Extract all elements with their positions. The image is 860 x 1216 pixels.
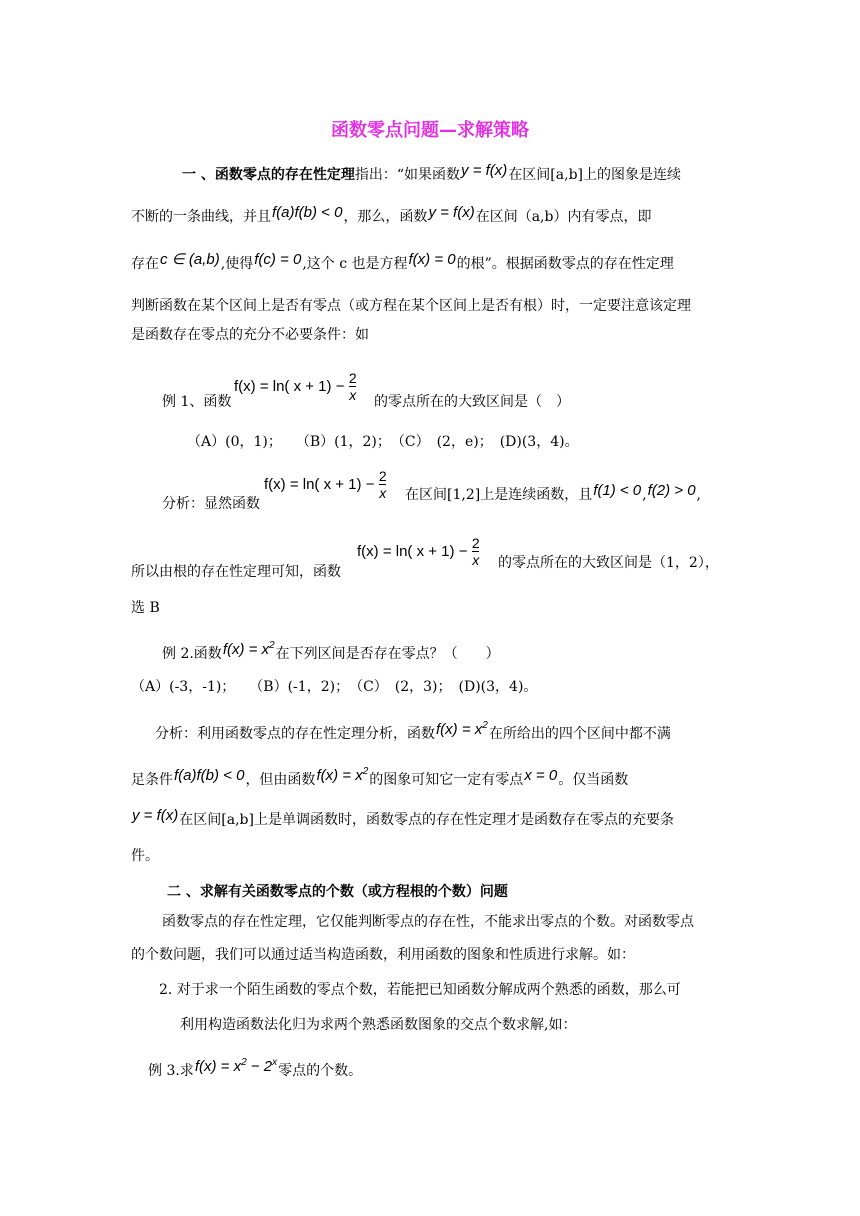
paragraph-line: 的个数问题，我们可以通过适当构造函数，利用函数的图象和性质进行求解。如： (131, 947, 635, 963)
math-formula: f(a)f(b) < 0 (174, 767, 245, 784)
paragraph-line: 在区间[1,2]上是连续函数，且f(1) < 0,f(2) > 0, (405, 482, 701, 503)
paragraph-line: 是函数存在零点的充分不必要条件：如 (131, 327, 369, 343)
paragraph-line: 一 、函数零点的存在性定理指出：“如果函数y = f(x)在区间[a,b]上的图象是连续 (182, 162, 681, 183)
example-2-options: （A）(-3，-1)； （B）(-1，2)； （C） (2，3)； (D)(3，4)。 (131, 679, 538, 695)
paragraph-line: 函数零点的存在性定理，它仅能判断零点的存在性，不能求出零点的个数。对函数零点 (162, 914, 694, 930)
example-1: 例 1、函数 (162, 394, 232, 410)
example-1-options: （A）(0，1)； （B）(1，2)； （C） (2，e)； (D)(3，4)。 (187, 434, 579, 450)
math-formula: y = f(x) (428, 204, 475, 221)
section-heading: 二 、求解有关函数零点的个数（或方程根的个数）问题 (167, 884, 508, 900)
paragraph-line: 件。 (131, 848, 159, 864)
paragraph-line: 选 B (131, 600, 160, 616)
paragraph-line: 2. 对于求一个陌生函数的零点个数，若能把已知函数分解成两个熟悉的函数，那么可 (159, 982, 681, 998)
math-formula: y = f(x) (461, 162, 508, 179)
paragraph-line: 判断函数在某个区间上是否有零点（或方程在某个区间上是否有根）时，一定要注意该定理 (131, 298, 691, 314)
math-formula: $f(x) = x^2$ (316, 766, 369, 784)
math-formula: y = f(x) (132, 807, 179, 824)
example-2: 例 2.函数$f(x) = x^2$在下列区间是否存在零点？（ ） (162, 640, 500, 662)
section-heading: 一 、函数零点的存在性定理 (182, 167, 355, 183)
example-3: 例 3.求$f(x) = x^2 - 2^x$零点的个数。 (148, 1057, 363, 1079)
math-formula: f(x) = ln( x + 1) − $\frac{2}{x}$ (234, 370, 357, 403)
math-formula: c ∈ (a,b) (160, 251, 220, 268)
math-formula: x = 0 (524, 767, 558, 784)
math-formula: f(2) > 0 (647, 482, 696, 499)
example-1-tail: 的零点所在的大致区间是（ ） (374, 394, 570, 410)
paragraph-line: 利用构造函数法化归为求两个熟悉函数图象的交点个数求解,如： (180, 1017, 577, 1033)
analysis-1: 分析：显然函数 (162, 496, 260, 512)
math-formula: f(a)f(b) < 0 (272, 204, 343, 221)
analysis-2: 分析：利用函数零点的存在性定理分析，函数$f(x) = x^2$在所给出的四个区间中都不满 (155, 720, 671, 742)
paragraph-line: 的零点所在的大致区间是（1，2）， (498, 555, 719, 571)
paragraph-line: 不断的一条曲线，并且f(a)f(b) < 0，那么，函数y = f(x)在区间（a,b）内有零点，即 (131, 204, 652, 225)
math-formula: $f(x) = x^2$ (222, 640, 275, 658)
paragraph-line: 足条件f(a)f(b) < 0，但由函数$f(x) = x^2$的图象可知它一定有零点x = 0。仅当函数 (131, 766, 629, 788)
math-formula: f(x) = ln( x + 1) − $\frac{2}{x}$ (357, 535, 480, 568)
paragraph-line: 存在c ∈ (a,b),使得f(c) = 0,这个 c 也是方程f(x) = 0的根”。根据函数零点的存在性定理 (131, 251, 674, 272)
math-formula: $f(x) = x^2$ (436, 720, 488, 738)
math-formula: f(x) = 0 (408, 251, 456, 268)
paragraph-line: y = f(x)在区间[a,b]上是单调函数时，函数零点的存在性定理才是函数存在零点的充要条 (132, 807, 674, 828)
math-formula: $f(x) = x^2 - 2^x$ (194, 1057, 278, 1075)
page-title: 函数零点问题—求解策略 (331, 120, 529, 141)
math-formula: f(1) < 0 (593, 482, 642, 499)
math-formula: f(x) = ln( x + 1) − $\frac{2}{x}$ (264, 468, 387, 501)
math-formula: f(c) = 0 (254, 251, 302, 268)
paragraph-line: 所以由根的存在性定理可知，函数 (131, 564, 341, 580)
